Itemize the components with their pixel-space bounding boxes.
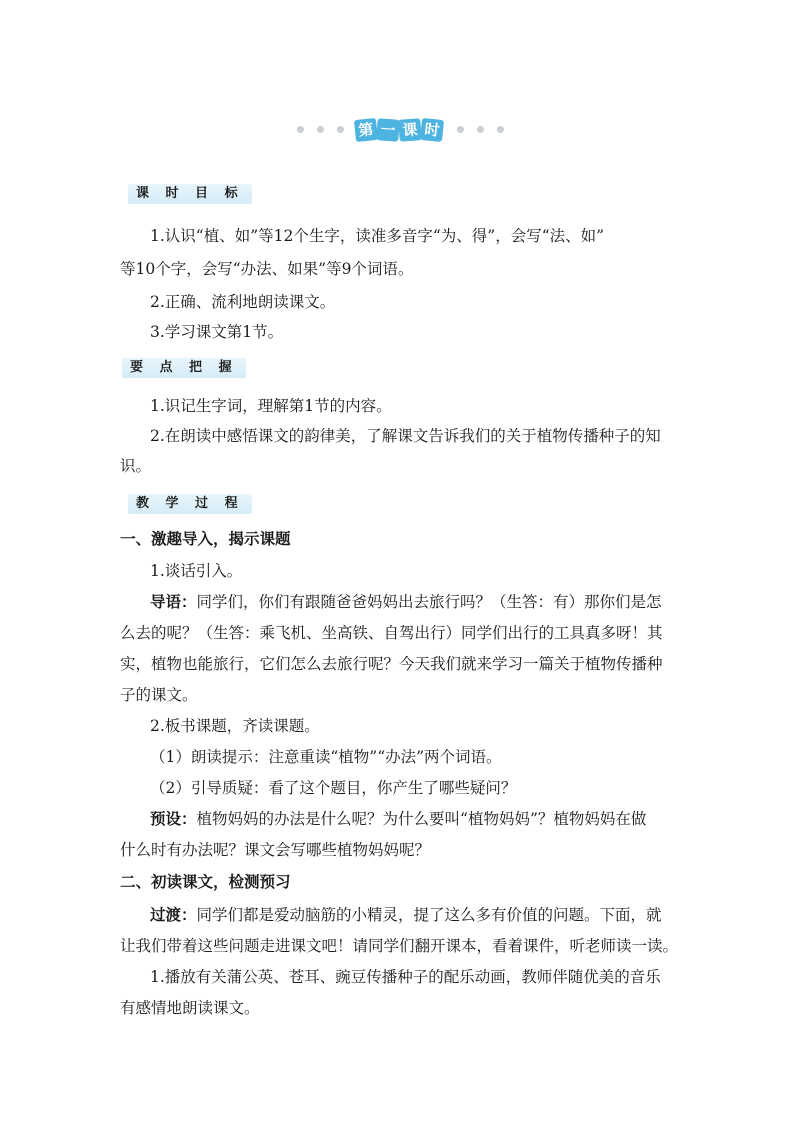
process-heading: 一、激趣导入，揭示课题 <box>120 530 291 548</box>
decorative-dot <box>457 126 464 133</box>
section-tag-goals: 课 时 目 标 <box>128 184 252 204</box>
lesson-title <box>355 116 445 144</box>
goal-line: 等10个字，会写“办法、如果”等9个词语。 <box>120 260 414 278</box>
preset-paragraph-line: 什么时有办法呢？课文会写哪些植物妈妈呢？ <box>120 841 431 859</box>
transition-paragraph-line: 让我们带着这些问题走进课文吧！请同学们翻开课本，看着课件，听老师读一读。 <box>120 937 679 955</box>
intro-paragraph-line: 么去的呢？（生答：乘飞机、坐高铁、自驾出行）同学们出行的工具真多呀！其 <box>120 624 663 642</box>
process-line: （2）引导质疑：看了这个题目，你产生了哪些疑问？ <box>150 779 517 797</box>
process-line: 1.谈话引入。 <box>150 562 243 580</box>
process-line: 2.板书课题，齐读课题。 <box>150 717 320 735</box>
goal-line: 3.学习课文第1节。 <box>150 323 284 341</box>
decorative-dot <box>337 126 344 133</box>
transition-label: 过渡： <box>150 906 197 924</box>
intro-paragraph-line <box>120 592 705 612</box>
decorative-dot <box>297 126 304 133</box>
process-heading: 二、初读课文，检测预习 <box>120 873 291 891</box>
intro-text: 同学们，你们有跟随爸爸妈妈出去旅行吗？（生答：有）那你们是怎 <box>196 593 662 611</box>
transition-text: 同学们都是爱动脑筋的小精灵，提了这么多有价值的问题。下面，就 <box>196 906 662 924</box>
section-tag-key-points: 要 点 把 握 <box>122 358 246 378</box>
preset-text: 植物妈妈的办法是什么呢？为什么要叫“植物妈妈”？植物妈妈在做 <box>196 810 647 828</box>
preset-paragraph-line <box>120 809 705 829</box>
key-point-line: 识。 <box>120 457 152 475</box>
key-point-line: 1.识记生字词，理解第1节的内容。 <box>150 397 392 415</box>
intro-paragraph-line: 实，植物也能旅行，它们怎么去旅行呢？今天我们就来学习一篇关于植物传播种 <box>120 655 663 673</box>
title-char: 一 <box>376 118 399 141</box>
transition-paragraph-line <box>120 905 705 925</box>
process-line: （1）朗读提示：注意重读“植物”“办法”两个词语。 <box>150 748 502 766</box>
title-char: 第 <box>354 118 378 142</box>
intro-paragraph-line: 子的课文。 <box>120 686 198 704</box>
preset-label: 预设： <box>150 810 197 828</box>
goal-line: 1.认识“植、如”等12个生字，读准多音字“为、得”，会写“法、如” <box>150 227 605 245</box>
goal-line: 2.正确、流利地朗读课文。 <box>150 293 336 311</box>
lesson-header <box>0 114 794 146</box>
decorative-dot <box>477 126 484 133</box>
decorative-dot <box>497 126 504 133</box>
section-tag-process: 教 学 过 程 <box>128 494 252 514</box>
intro-label: 导语： <box>150 593 197 611</box>
title-char: 课 <box>398 118 421 141</box>
process-line: 有感情地朗读课文。 <box>120 999 260 1017</box>
decorative-dot <box>317 126 324 133</box>
process-line: 1.播放有关蒲公英、苍耳、豌豆传播种子的配乐动画，教师伴随优美的音乐 <box>150 968 661 986</box>
title-char: 时 <box>420 118 444 142</box>
key-point-line: 2.在朗读中感悟课文的韵律美，了解课文告诉我们的关于植物传播种子的知 <box>150 427 661 445</box>
